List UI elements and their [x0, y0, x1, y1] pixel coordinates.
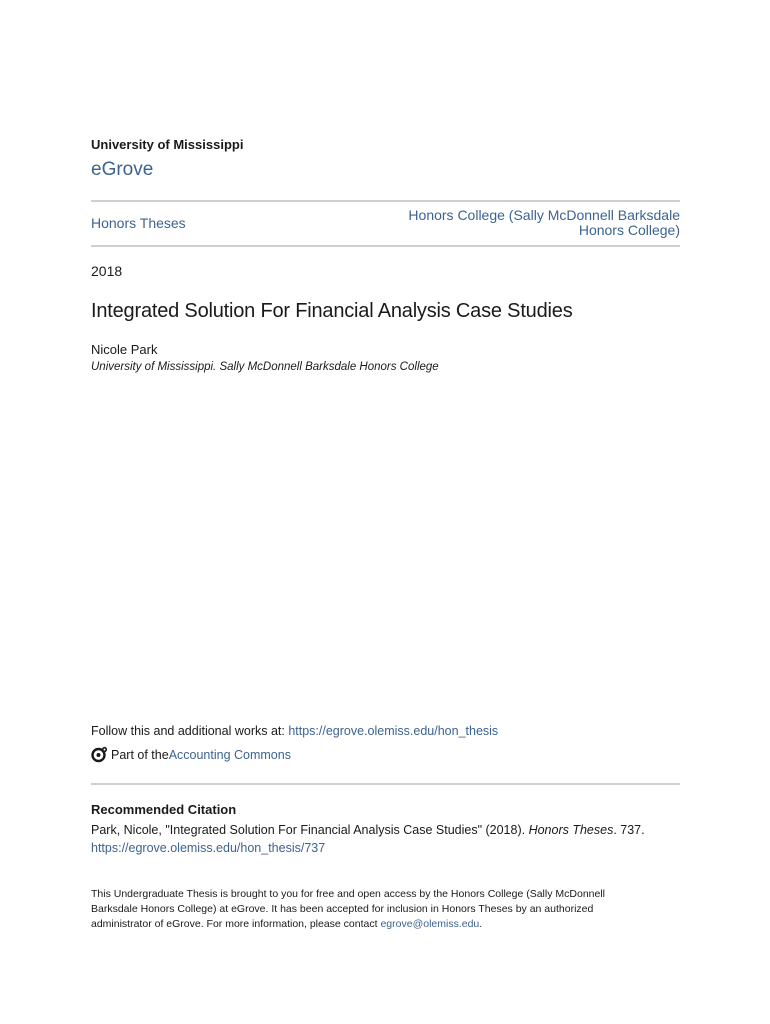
citation-body: [91, 821, 680, 857]
top-divider: [91, 200, 680, 202]
citation-divider: [91, 783, 680, 785]
notice-text: This Undergraduate Thesis is brought to you for free and open access by the Honors College (Sally McDonnell Barksdale Honors College) at eGrove. It has been accepted for inclusion in Honors Theses by an authorized administrator of eGrove. For more information, please contact: [91, 888, 605, 930]
accounting-commons-link[interactable]: Accounting Commons: [168, 747, 291, 762]
part-of-line: [91, 746, 291, 763]
citation-series: Honors Theses: [528, 823, 614, 837]
citation-url-link[interactable]: https://egrove.olemiss.edu/hon_thesis/737: [91, 841, 326, 855]
institution-name: University of Mississippi: [91, 137, 244, 152]
citation-text: Park, Nicole, "Integrated Solution For Financial Analysis Case Studies" (2018).: [91, 823, 529, 837]
author-affiliation: University of Mississippi. Sally McDonnell Barksdale Honors College: [91, 361, 439, 373]
commons-network-icon: [91, 746, 108, 763]
citation-heading: Recommended Citation: [91, 802, 237, 817]
contact-email-link[interactable]: egrove@olemiss.edu: [380, 918, 480, 930]
part-of-prefix: Part of the: [111, 747, 169, 762]
honors-college-link[interactable]: Honors College (Sally McDonnell Barksdale Honors College): [408, 207, 680, 238]
follow-prefix: Follow this and additional works at:: [91, 724, 289, 738]
thesis-title: Integrated Solution For Financial Analysis Case Studies: [91, 300, 573, 322]
honors-theses-link[interactable]: Honors Theses: [91, 215, 186, 231]
egrove-link[interactable]: eGrove: [91, 159, 154, 180]
follow-line: [91, 724, 498, 738]
author-name: Nicole Park: [91, 342, 158, 357]
citation-suffix: . 737.: [613, 823, 645, 837]
publication-year: 2018: [91, 263, 123, 279]
follow-url-link[interactable]: https://egrove.olemiss.edu/hon_thesis: [288, 724, 499, 738]
access-notice: [91, 887, 651, 932]
meta-divider: [91, 245, 680, 247]
notice-end: .: [479, 918, 483, 930]
